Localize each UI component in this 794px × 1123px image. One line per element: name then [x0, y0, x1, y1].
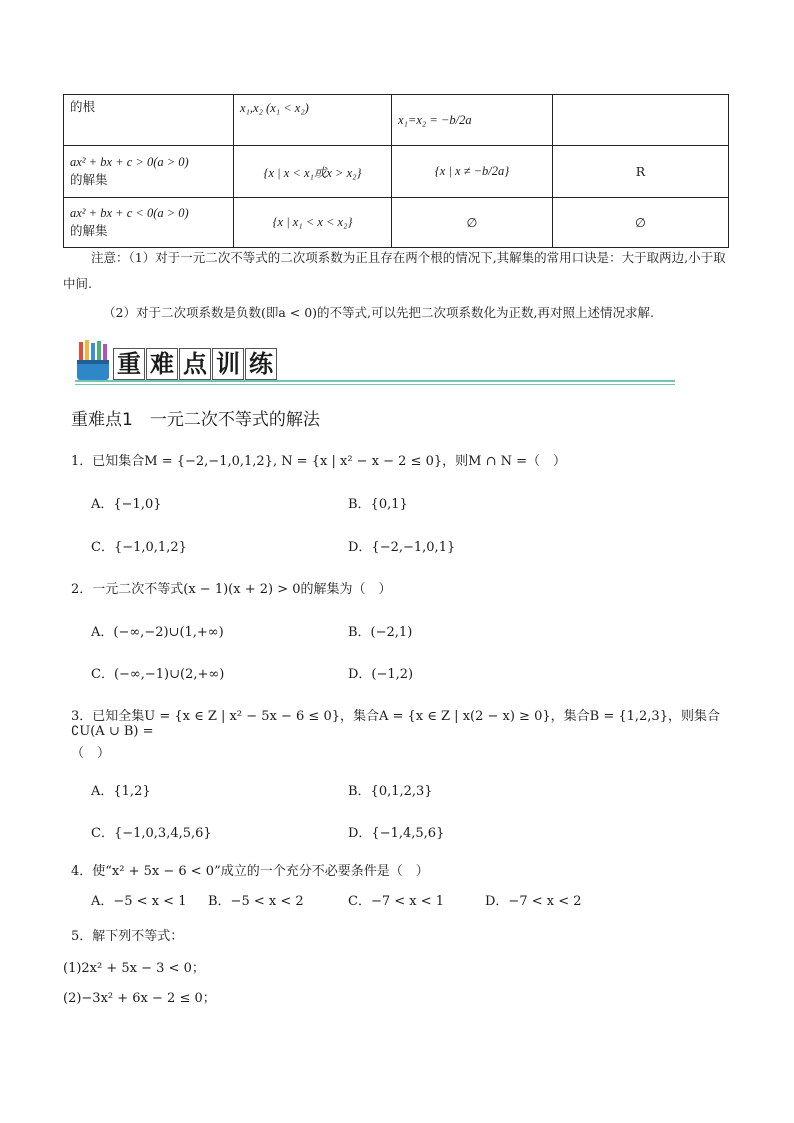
solution-cell: {x | x₁ < x < x₂} — [234, 198, 392, 248]
roots-cell: x₁,x₂ (x₁ < x₂) — [234, 95, 392, 146]
row-label: ax² + bx + c < 0(a > 0) 的解集 — [64, 198, 234, 248]
question-5-stem: 5．解下列不等式： — [71, 929, 184, 944]
question-5-part-2: (2)−3x² + 6x − 2 ≤ 0； — [63, 991, 216, 1006]
solution-cell: {x | x < x₁或x > x₂} — [234, 146, 392, 198]
question-5-part-1: (1)2x² + 5x − 3 < 0； — [63, 961, 205, 976]
note-2: （2）对于二次项系数是负数(即a < 0)的不等式,可以先把二次项系数化为正数,再对照上述情况求解. — [103, 305, 654, 320]
question-3-option-b[interactable]: B．{0,1,2,3} — [348, 784, 433, 799]
question-2-stem: 2．一元二次不等式(x − 1)(x + 2) > 0的解集为（ ） — [71, 582, 392, 597]
question-3-stem: 3．已知全集U = {x ∈ Z | x² − 5x − 6 ≤ 0}，集合A = {x ∈ Z | x(2 − x) ≥ 0}，集合B = {1,2,3}，则集合∁U(A ∪ B) = — [71, 709, 720, 739]
question-4-option-b[interactable]: B．−5 < x < 2 — [208, 894, 304, 909]
row-label: ax² + bx + c > 0(a > 0) 的解集 — [64, 146, 234, 198]
banner-title — [113, 348, 278, 380]
section-title: 重难点1 一元二次不等式的解法 — [71, 410, 320, 430]
question-2-option-a[interactable]: A．(−∞,−2)∪(1,+∞) — [91, 625, 224, 640]
banner-char: 点 — [179, 348, 211, 380]
question-2-option-b[interactable]: B．(−2,1) — [348, 625, 413, 640]
banner-divider — [75, 380, 675, 382]
question-4-option-c[interactable]: C．−7 < x < 1 — [348, 894, 445, 909]
question-1-option-d[interactable]: D．{−2,−1,0,1} — [348, 540, 456, 555]
banner-char: 难 — [146, 348, 178, 380]
solution-cell: {x | x ≠ −b/2a} — [392, 146, 553, 198]
question-2-option-d[interactable]: D．(−1,2) — [348, 667, 414, 682]
question-4-stem: 4．使“x² + 5x − 6 < 0”成立的一个充分不必要条件是（ ） — [71, 864, 429, 879]
row-label: 的根 — [64, 95, 234, 146]
note-1: 注意：（1）对于一元二次不等式的二次项系数为正且存在两个根的情况下,其解集的常用口诀是：大于取两边,小于取中间. — [63, 250, 726, 291]
question-4-option-a[interactable]: A．−5 < x < 1 — [91, 894, 187, 909]
solution-cell: ∅ — [553, 198, 729, 248]
solution-cell: R — [553, 146, 729, 198]
question-1-option-b[interactable]: B．{0,1} — [348, 497, 408, 512]
empty-cell — [553, 95, 729, 146]
question-2-option-c[interactable]: C．(−∞,−1)∪(2,+∞) — [91, 667, 225, 682]
section-banner — [75, 338, 675, 388]
question-4-option-d[interactable]: D．−7 < x < 2 — [485, 894, 582, 909]
question-1-option-c[interactable]: C．{−1,0,1,2} — [91, 540, 187, 555]
table-row — [64, 198, 729, 248]
table-row — [64, 146, 729, 198]
double-root-cell: x₁=x₂ = −b/2a — [392, 95, 553, 146]
banner-char: 练 — [245, 348, 277, 380]
question-1-option-a[interactable]: A．{−1,0} — [91, 497, 162, 512]
solution-table — [63, 94, 729, 248]
pencil-cup-icon — [75, 340, 113, 380]
question-1-stem: 1．已知集合M = {−2,−1,0,1,2}, N = {x | x² − x − 2 ≤ 0}，则M ∩ N =（ ） — [71, 454, 567, 469]
banner-char: 重 — [113, 348, 145, 380]
banner-divider — [75, 384, 675, 385]
question-3-option-d[interactable]: D．{−1,4,5,6} — [348, 826, 445, 841]
table-row — [64, 95, 729, 146]
solution-cell: ∅ — [392, 198, 553, 248]
question-3-stem-cont: （ ） — [71, 746, 111, 761]
question-3-option-c[interactable]: C．{−1,0,3,4,5,6} — [91, 826, 212, 841]
banner-char: 训 — [212, 348, 244, 380]
question-3-option-a[interactable]: A．{1,2} — [91, 784, 151, 799]
